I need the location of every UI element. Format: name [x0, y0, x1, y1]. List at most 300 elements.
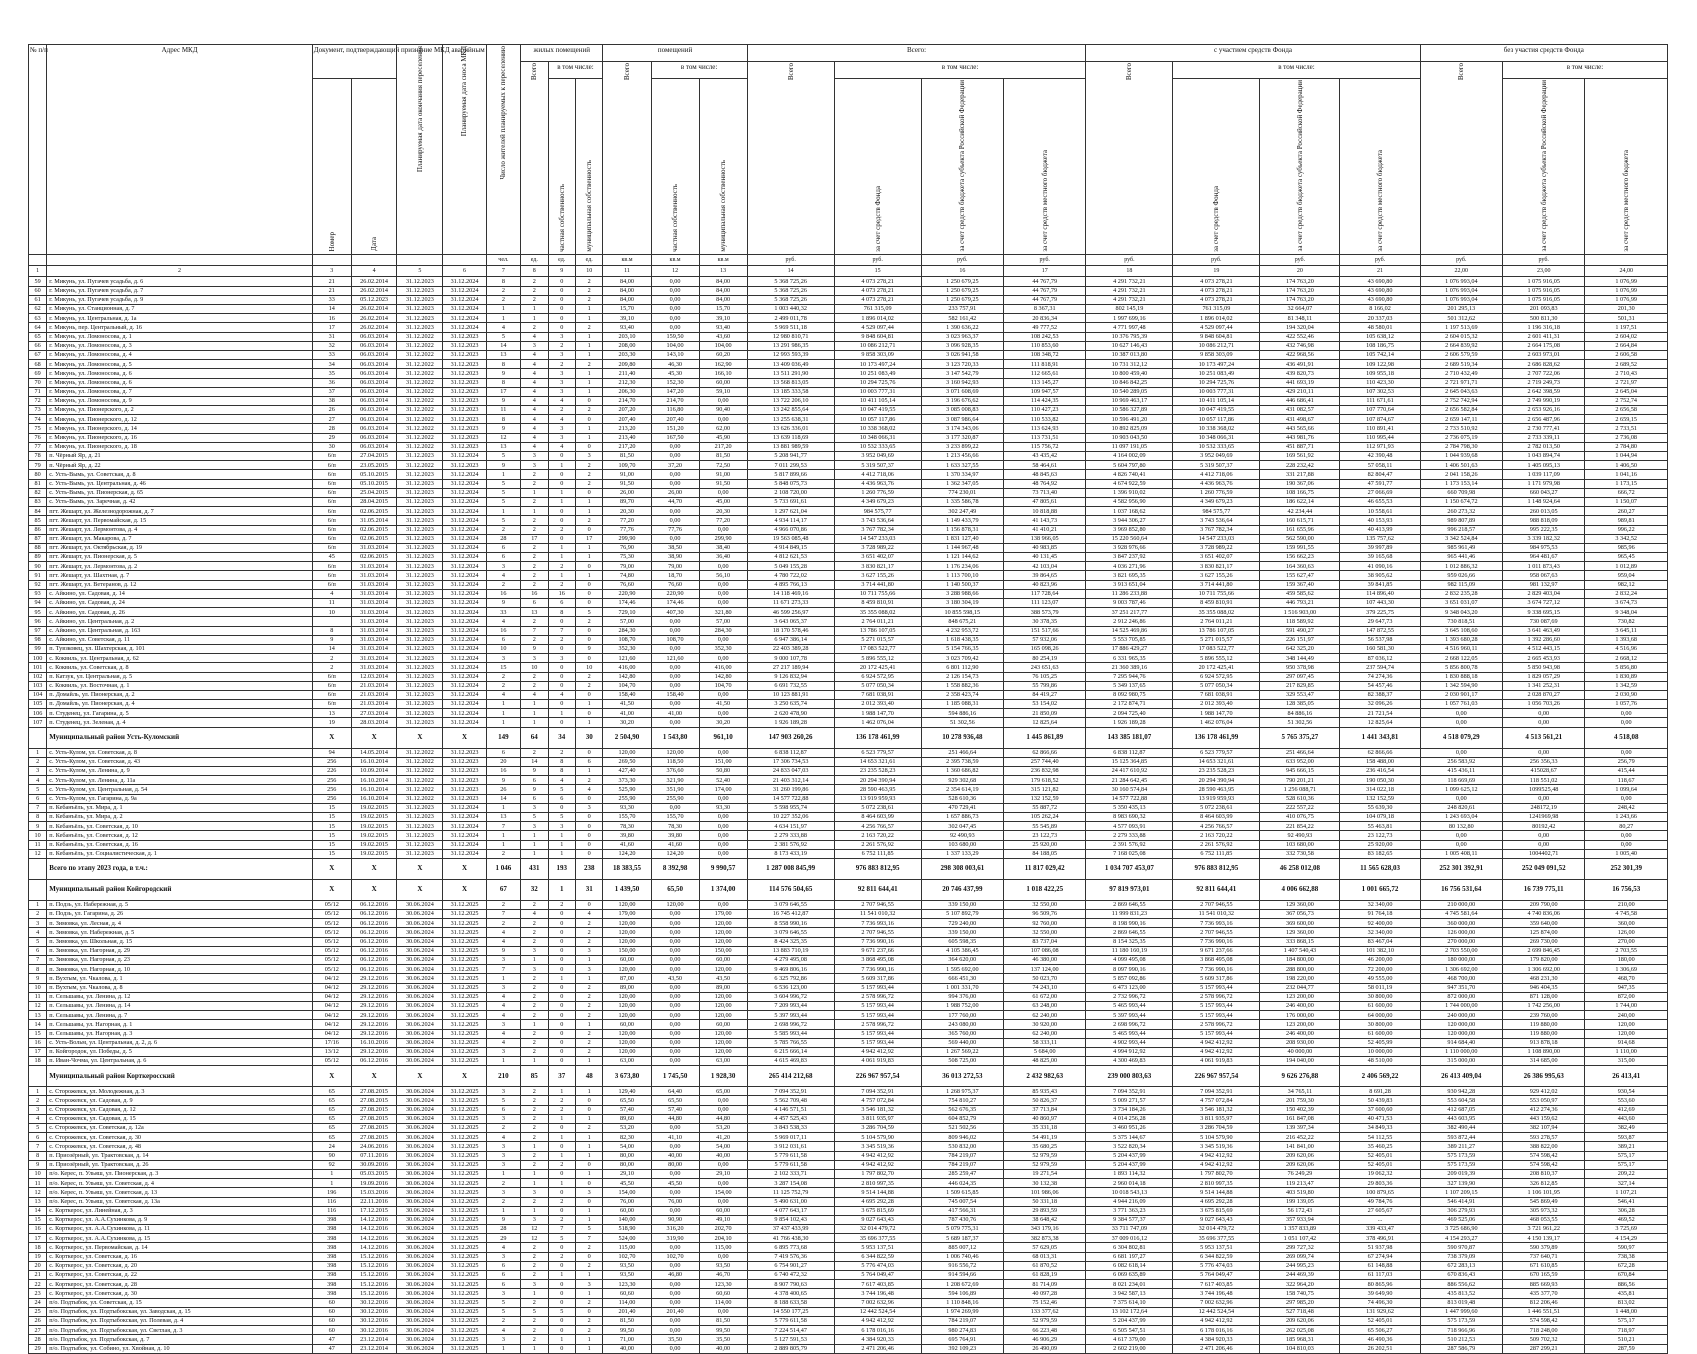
table-cell: 31.12.2023: [397, 314, 443, 323]
table-cell: 1 173,15: [1585, 479, 1668, 488]
table-cell: 5 585 993,44: [747, 1029, 834, 1038]
table-cell: 1: [486, 709, 520, 718]
table-cell: 1 051 107,42: [1260, 1234, 1340, 1243]
table-cell: 2 889 805,79: [747, 1344, 834, 1353]
table-cell: 2 601 411,31: [1503, 332, 1585, 341]
table-cell: 05/12: [312, 900, 351, 909]
table-cell: 85: [521, 1066, 548, 1087]
table-cell: 31.03.2014: [351, 626, 397, 635]
table-cell: 40,00: [603, 1344, 651, 1353]
table-cell: 04/12: [312, 992, 351, 1001]
table-cell: 31.12.2025: [443, 1105, 486, 1114]
table-cell: 4: [521, 378, 548, 387]
table-cell: 9 626 276,88: [1260, 1066, 1340, 1087]
table-cell: 31.12.2022: [397, 433, 443, 442]
table-cell: 37 251 217,77: [1086, 608, 1173, 617]
table-cell: 93: [29, 589, 47, 598]
table-cell: 5: [548, 785, 575, 794]
address-cell: с. Усть-Кулом, ул. Центральная, д. 54: [47, 785, 313, 794]
table-cell: 6/п: [312, 525, 351, 534]
table-row: [29, 323, 1668, 332]
table-cell: 306 279,93: [1420, 1206, 1502, 1215]
table-cell: 3: [575, 803, 603, 812]
table-cell: 9 848 604,81: [1173, 332, 1260, 341]
table-cell: 05/12: [312, 910, 351, 919]
table-cell: 110 427,23: [1004, 406, 1086, 415]
table-row: [29, 617, 1668, 626]
table-cell: 284,30: [603, 626, 651, 635]
table-cell: 0,00: [651, 516, 699, 525]
table-cell: 02.06.2015: [351, 507, 397, 516]
table-cell: 22: [29, 1280, 47, 1289]
table-cell: 9: [486, 946, 520, 955]
table-cell: 14 118 469,16: [747, 589, 834, 598]
table-cell: 79: [29, 461, 47, 470]
table-row: [29, 543, 1668, 552]
table-cell: 2: [29, 757, 47, 766]
table-cell: 1 997 699,16: [1086, 314, 1173, 323]
table-cell: 155,70: [603, 812, 651, 821]
table-cell: 4 073 278,21: [834, 277, 921, 286]
table-cell: 31.12.2025: [443, 1261, 486, 1270]
table-cell: 81,50: [603, 452, 651, 461]
table-cell: 4 073 278,21: [1173, 286, 1260, 295]
table-cell: 8 459 810,91: [834, 599, 921, 608]
table-cell: 2 689 519,34: [1420, 360, 1502, 369]
table-cell: 158 488,00: [1340, 757, 1420, 766]
table-cell: 16: [486, 589, 520, 598]
table-cell: 2 602 219,00: [1086, 1344, 1173, 1353]
table-cell: 1 926 189,28: [747, 718, 834, 727]
table-cell: 0,00: [1420, 748, 1502, 757]
table-cell: 34: [312, 360, 351, 369]
table-cell: 14 653 321,61: [834, 757, 921, 766]
table-cell: 553 604,58: [1420, 1096, 1502, 1105]
table-cell: 886,56: [1585, 1280, 1668, 1289]
table-row: [29, 415, 1668, 424]
unit-cell: руб.: [747, 255, 834, 266]
table-cell: 0: [548, 672, 575, 681]
table-cell: 47: [312, 1335, 351, 1344]
table-cell: 46,70: [699, 1271, 747, 1280]
table-cell: 508 725,00: [921, 1057, 1003, 1066]
table-cell: 60: [312, 1307, 351, 1316]
table-cell: 981 132,97: [1503, 580, 1585, 589]
table-cell: 360,00: [1585, 919, 1668, 928]
table-row: [29, 983, 1668, 992]
table-cell: 10 892 825,09: [1086, 424, 1173, 433]
table-cell: 287,59: [1585, 1344, 1668, 1353]
table-cell: 06.03.2014: [351, 341, 397, 350]
address-cell: г. Микунь, ул. Ломоносова, д. 4: [47, 350, 313, 359]
table-cell: 510 212,53: [1420, 1335, 1502, 1344]
table-cell: 5 776 474,03: [834, 1261, 921, 1270]
table-cell: 0: [548, 1047, 575, 1056]
table-cell: 469 525,06: [1420, 1215, 1502, 1224]
table-cell: 3: [486, 562, 520, 571]
table-cell: 73: [29, 406, 47, 415]
table-cell: 326 812,85: [1503, 1179, 1585, 1188]
table-cell: 31.12.2023: [397, 488, 443, 497]
table-cell: 6 331 965,35: [1086, 654, 1173, 663]
table-cell: 996,22: [1585, 525, 1668, 534]
table-cell: 0,00: [651, 1001, 699, 1010]
table-cell: 30.06.2024: [397, 1011, 443, 1020]
table-cell: 1: [575, 1169, 603, 1178]
address-cell: п. Койгородок, ул. Победы, д. 5: [47, 1047, 313, 1056]
table-cell: 5: [486, 1096, 520, 1105]
table-cell: 4 577 093,91: [1086, 822, 1173, 831]
table-cell: 0,00: [651, 1038, 699, 1047]
table-cell: 22.11.2016: [351, 1197, 397, 1206]
table-cell: 206,30: [603, 387, 651, 396]
table-cell: 1 745,50: [651, 1066, 699, 1087]
table-cell: 398: [312, 1225, 351, 1234]
table-cell: 4 994 912,92: [1086, 1047, 1173, 1056]
table-cell: 160 581,30: [1340, 644, 1420, 653]
table-cell: 1: [575, 700, 603, 709]
table-cell: 1: [521, 1344, 548, 1353]
table-cell: 85 935,43: [1004, 1087, 1086, 1096]
table-cell: 1 011 873,43: [1503, 562, 1585, 571]
table-cell: 38,50: [651, 543, 699, 552]
table-cell: 0,00: [651, 1047, 699, 1056]
table-cell: 5 154 766,35: [921, 644, 1003, 653]
table-row: [29, 1151, 1668, 1160]
table-cell: 10 057 117,86: [1173, 415, 1260, 424]
table-cell: 398: [312, 1252, 351, 1261]
table-cell: 3: [548, 822, 575, 831]
table-cell: 3: [548, 654, 575, 663]
table-cell: 1 830 888,18: [1420, 672, 1502, 681]
table-row: [29, 700, 1668, 709]
table-cell: 5 157 993,44: [1173, 1001, 1260, 1010]
table-cell: 112 665,61: [1004, 369, 1086, 378]
table-cell: 4 942 412,92: [1173, 1038, 1260, 1047]
table-cell: 459 585,62: [1260, 589, 1340, 598]
table-cell: 14: [29, 1206, 47, 1215]
table-cell: 174 763,20: [1260, 295, 1340, 304]
subtotal-row: [29, 858, 1668, 879]
table-cell: 36,40: [699, 553, 747, 562]
table-cell: 31.12.2025: [443, 974, 486, 983]
table-cell: 5 779 611,58: [747, 1160, 834, 1169]
table-cell: 55 799,86: [1004, 681, 1086, 690]
table-cell: 988 818,09: [1503, 516, 1585, 525]
table-cell: 0: [548, 919, 575, 928]
table-cell: 322 964,20: [1260, 1280, 1340, 1289]
table-cell: 51 302,56: [921, 718, 1003, 727]
table-cell: 26: [29, 1316, 47, 1325]
table-cell: 10 532 333,65: [834, 442, 921, 451]
table-cell: 61 870,52: [1004, 1261, 1086, 1270]
table-cell: [29, 879, 47, 900]
table-cell: 41,20: [699, 1133, 747, 1142]
table-cell: 73 713,40: [1004, 488, 1086, 497]
table-cell: 3: [548, 332, 575, 341]
table-cell: 6 681 197,27: [1086, 1252, 1173, 1261]
table-cell: 20 172 425,41: [834, 663, 921, 672]
table-cell: 5 157 993,44: [834, 983, 921, 992]
table-cell: 5 856,80: [1585, 663, 1668, 672]
table-cell: 4: [486, 928, 520, 937]
table-cell: 4 146 571,51: [747, 1105, 834, 1114]
table-cell: 20: [29, 1261, 47, 1270]
table-cell: 443 981,76: [1260, 433, 1340, 442]
table-cell: 31.12.2024: [443, 562, 486, 571]
table-cell: 2 126 154,73: [921, 672, 1003, 681]
header-nf-subject: за счет средств бюджета субъекта Российской Федерации: [1503, 79, 1585, 255]
table-cell: 54 491,19: [1004, 1133, 1086, 1142]
table-cell: 16 756 531,64: [1420, 879, 1502, 900]
table-cell: 1 406,50: [1585, 461, 1668, 470]
table-cell: 20 172 425,41: [1173, 663, 1260, 672]
table-cell: 40 153,93: [1340, 516, 1420, 525]
table-cell: 160 615,71: [1260, 516, 1340, 525]
table-cell: 0: [548, 992, 575, 1001]
table-cell: 5 349 137,65: [1086, 681, 1173, 690]
table-cell: 0,00: [699, 822, 747, 831]
table-cell: 4 232 953,72: [921, 626, 1003, 635]
table-cell: 31.12.2025: [443, 910, 486, 919]
table-cell: 0,00: [699, 812, 747, 821]
table-cell: 5 157 993,44: [1173, 983, 1260, 992]
table-cell: 30.06.2024: [397, 1289, 443, 1298]
column-number-cell: 12: [651, 266, 699, 277]
table-cell: 1: [575, 1057, 603, 1066]
table-cell: 209,80: [603, 360, 651, 369]
table-cell: 575,17: [1585, 1160, 1668, 1169]
table-cell: 11 817 029,42: [1004, 858, 1086, 879]
table-cell: 670 165,59: [1503, 1271, 1585, 1280]
table-cell: 30.06.2024: [397, 910, 443, 919]
table-cell: 591 490,27: [1260, 626, 1340, 635]
table-cell: 0: [575, 690, 603, 699]
table-cell: 31.12.2023: [443, 378, 486, 387]
table-cell: 3 725,69: [1585, 1225, 1668, 1234]
column-number-cell: 13: [699, 266, 747, 277]
table-cell: 90,90: [651, 1215, 699, 1224]
table-cell: 14 653 321,61: [1173, 757, 1260, 766]
table-cell: 8 367,31: [1004, 305, 1086, 314]
table-cell: 38 648,42: [1004, 1215, 1086, 1224]
table-cell: 398: [312, 1271, 351, 1280]
table-cell: 40 860,97: [1004, 1114, 1086, 1123]
table-cell: 1: [29, 900, 47, 909]
table-cell: 129 360,00: [1260, 928, 1340, 937]
table-cell: 256,79: [1585, 757, 1668, 766]
table-cell: 2 645,04: [1585, 387, 1668, 396]
table-cell: 41,00: [603, 709, 651, 718]
table-cell: 31.12.2023: [397, 534, 443, 543]
table-cell: 120,00: [699, 1011, 747, 1020]
table-cell: 5: [29, 785, 47, 794]
table-cell: 8 907 790,63: [747, 1280, 834, 1289]
table-cell: 1 360 686,82: [921, 767, 1003, 776]
table-cell: 1: [575, 369, 603, 378]
table-cell: 774 230,01: [921, 488, 1003, 497]
table-cell: 209 620,06: [1260, 1316, 1340, 1325]
table-cell: X: [312, 879, 351, 900]
table-cell: 4 582 956,90: [1086, 497, 1173, 506]
table-cell: 1 099 625,12: [1420, 785, 1502, 794]
table-cell: 642 325,20: [1260, 644, 1340, 653]
table-cell: 49 777,52: [1004, 323, 1086, 332]
table-cell: 5 953 137,51: [1173, 1243, 1260, 1252]
table-cell: 30.06.2024: [397, 1234, 443, 1243]
table-cell: 30.06.2024: [397, 928, 443, 937]
table-cell: 2: [521, 672, 548, 681]
table-cell: 1: [548, 461, 575, 470]
table-cell: 3: [486, 1188, 520, 1197]
address-cell: пгт. Жешарт, ул. Ветеранов, д. 12: [47, 580, 313, 589]
table-cell: 670 836,43: [1420, 1271, 1502, 1280]
table-cell: 2: [486, 672, 520, 681]
table-cell: 6 536 123,00: [747, 983, 834, 992]
table-cell: 9 338 695,15: [1503, 608, 1585, 617]
table-cell: 1 896 014,02: [834, 314, 921, 323]
table-cell: 0,00: [651, 479, 699, 488]
table-cell: 30.12.2016: [351, 1326, 397, 1335]
address-cell: п. Зимовка, ул. Нагорная, д. 29: [47, 946, 313, 955]
header-area: помещений: [603, 45, 747, 62]
header-cost-incl: в том числе:: [834, 62, 1086, 79]
address-cell: п. Вухтым, ул. Чкалова, д. 8: [47, 983, 313, 992]
table-cell: 154,00: [603, 1188, 651, 1197]
table-cell: 7 681 038,91: [834, 690, 921, 699]
table-cell: 27: [29, 1326, 47, 1335]
table-cell: 49,10: [699, 1215, 747, 1224]
table-cell: 574 598,42: [1503, 1151, 1585, 1160]
table-cell: 62: [29, 305, 47, 314]
table-cell: 9 000 107,78: [747, 654, 834, 663]
table-row: [29, 974, 1668, 983]
table-cell: 107 874,67: [1340, 415, 1420, 424]
table-cell: 159,50: [651, 332, 699, 341]
header-premises-count: жилых помещений: [521, 45, 603, 62]
table-cell: 48: [575, 1066, 603, 1087]
table-cell: 105: [29, 700, 47, 709]
table-cell: 17: [575, 534, 603, 543]
header-nf-incl: в том числе:: [1503, 62, 1668, 79]
table-cell: 2 869 646,55: [1086, 928, 1173, 937]
table-cell: 2: [521, 323, 548, 332]
table-cell: 120,00: [603, 937, 651, 946]
table-cell: 0: [548, 277, 575, 286]
table-cell: 4 378 400,65: [747, 1289, 834, 1298]
table-cell: 85: [29, 516, 47, 525]
table-cell: 86: [29, 525, 47, 534]
table-cell: 31.03.2014: [351, 635, 397, 644]
table-cell: 5 609 317,86: [834, 974, 921, 983]
table-cell: 120 000,00: [1420, 1029, 1502, 1038]
table-cell: 2: [575, 928, 603, 937]
table-cell: 9 348,04: [1585, 608, 1668, 617]
table-cell: 84,00: [603, 286, 651, 295]
table-cell: 1 448,00: [1585, 1307, 1668, 1316]
table-cell: 31.12.2022: [397, 332, 443, 341]
table-cell: 9: [521, 644, 548, 653]
table-cell: 226 967 957,54: [1173, 1066, 1260, 1087]
table-cell: 26,00: [651, 488, 699, 497]
table-row: [29, 286, 1668, 295]
table-cell: 27 605,67: [1340, 1206, 1420, 1215]
table-cell: 2 261 576,92: [1173, 840, 1260, 849]
table-cell: 40,00: [651, 1151, 699, 1160]
address-cell: п/о. Подтыбок, ул. Подтыбокская, ул. Заводская, д. 15: [47, 1307, 313, 1316]
table-cell: 2: [575, 323, 603, 332]
table-cell: 43,50: [699, 974, 747, 983]
table-cell: ...: [1340, 1215, 1420, 1224]
table-cell: 35 680,25: [1004, 1142, 1086, 1151]
table-cell: 76,90: [603, 543, 651, 552]
table-row: [29, 1096, 1668, 1105]
table-cell: 1 306,69: [1585, 965, 1668, 974]
table-cell: 31.12.2023: [443, 433, 486, 442]
table-row: [29, 295, 1668, 304]
table-cell: 17: [521, 534, 548, 543]
table-cell: 575 173,59: [1420, 1151, 1502, 1160]
table-cell: 0,00: [699, 831, 747, 840]
table-cell: 0,00: [651, 626, 699, 635]
table-cell: 0: [575, 1252, 603, 1261]
table-cell: 209 620,06: [1260, 1160, 1340, 1169]
table-cell: 179,00: [699, 910, 747, 919]
table-cell: 0,00: [1420, 709, 1502, 718]
table-cell: 5 764 049,47: [1173, 1271, 1260, 1280]
table-cell: 604 852,79: [921, 1114, 1003, 1123]
table-cell: 2: [521, 937, 548, 946]
table-cell: 39 997,89: [1340, 543, 1420, 552]
table-cell: 77,20: [699, 516, 747, 525]
table-cell: 812 206,46: [1503, 1298, 1585, 1307]
table-cell: 6/п: [312, 681, 351, 690]
address-cell: п/о. Подтыбок, ул. Подтыбокская, ул. Полевая, д. 4: [47, 1316, 313, 1325]
table-cell: 70: [29, 378, 47, 387]
table-cell: 31.12.2022: [397, 767, 443, 776]
table-cell: X: [443, 858, 486, 879]
table-cell: 3: [29, 1105, 47, 1114]
table-cell: 166,10: [699, 369, 747, 378]
table-cell: 2: [548, 562, 575, 571]
table-cell: 27.08.2015: [351, 1114, 397, 1123]
table-cell: 1: [486, 700, 520, 709]
table-cell: 2 664 839,92: [1420, 341, 1502, 350]
table-cell: 31.12.2024: [443, 831, 486, 840]
table-cell: 35 696 377,55: [834, 1234, 921, 1243]
table-cell: 14.05.2014: [351, 748, 397, 757]
table-cell: 9 854 102,43: [747, 1215, 834, 1224]
table-cell: 2 732 996,72: [1086, 992, 1173, 1001]
table-cell: 25.04.2015: [351, 488, 397, 497]
table-cell: 914 594,66: [921, 1271, 1003, 1280]
table-cell: 527 718,48: [1260, 1307, 1340, 1316]
table-cell: 108 242,53: [1004, 332, 1086, 341]
table-cell: 40 131,45: [1004, 553, 1086, 562]
column-number-cell: 9: [548, 266, 575, 277]
table-cell: 14.12.2016: [351, 1225, 397, 1234]
table-row: [29, 1188, 1668, 1197]
table-cell: 10 086 212,71: [1173, 341, 1260, 350]
address-cell: пгт. Жешарт, ул. Железнодорожная, д. 7: [47, 507, 313, 516]
header-wf-all: Всего: [1086, 62, 1173, 255]
table-cell: 984 975,53: [1503, 543, 1585, 552]
table-cell: 102,70: [603, 1252, 651, 1261]
table-cell: 236 832,98: [1004, 767, 1086, 776]
table-cell: 7 736 990,16: [1173, 937, 1260, 946]
table-cell: 3 645,11: [1585, 626, 1668, 635]
table-cell: 13 102 172,64: [1086, 1307, 1173, 1316]
